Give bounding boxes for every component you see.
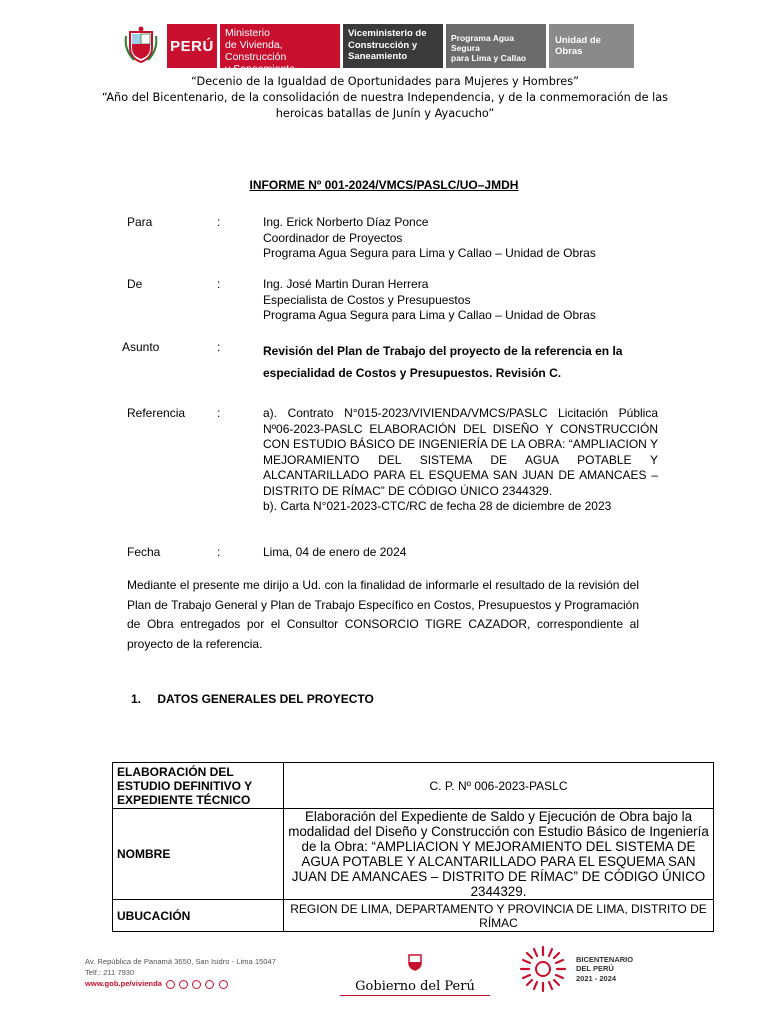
bicentenario-line: BICENTENARIO (576, 954, 634, 964)
section-title: DATOS GENERALES DEL PROYECTO (157, 692, 374, 706)
gobierno-underline (340, 995, 490, 996)
para-value (263, 215, 658, 262)
para-line: Ing. Erick Norberto Díaz Ponce (263, 215, 429, 229)
phone-text: Telf.: 211 7930 (85, 968, 135, 977)
body-paragraph: Mediante el presente me dirijo a Ud. con la finalidad de informarle el resultado de la revisión del Plan de Trabajo General y Plan de Trabajo Específico en Costos, Presupuestos y Programación de Obra entregados por el Consultor CONSORCIO TIGRE CAZADOR, correspondiente al proyecto de la referencia. (127, 578, 639, 651)
header-logo-strip (118, 24, 634, 75)
de-line: Ing. José Martin Duran Herrera (263, 277, 429, 291)
table-key: UBUCACIÓN (113, 900, 284, 932)
instagram-icon[interactable] (219, 980, 228, 989)
table-row (113, 763, 714, 809)
table-value: Elaboración del Expediente de Saldo y Ejecución de Obra bajo la modalidad del Diseño y Construcción con Estudio Básico de Ingeniería de la Obra: “AMPLIACION Y MEJORAMIENTO DEL SISTEMA DE AGUA POTABLE Y ALCANTARILLADO PARA EL ESQUEMA SAN JUAN DE AMANCAES – DISTRITO DE RÍMAC” DE CÓDIGO ÚNICO 2344329. (284, 809, 714, 900)
programa-line: Programa Agua Segura (451, 33, 514, 53)
footer-address (85, 956, 276, 989)
viceministerio-line: Saneamiento (348, 51, 408, 62)
coat-of-arms-small-icon (406, 952, 424, 972)
colon: : (217, 545, 221, 559)
colon: : (217, 277, 221, 291)
para-label: Para (127, 215, 153, 229)
table-value: REGION DE LIMA, DEPARTAMENTO Y PROVINCIA DE LIMA, DISTRITO DE RÍMAC (284, 900, 714, 932)
de-line: Especialista de Costos y Presupuestos (263, 292, 471, 307)
address-text: Av. República de Panamá 3650, San Isidro - Lima 15047 (85, 957, 276, 966)
mottos (80, 74, 690, 122)
de-line: Programa Agua Segura para Lima y Callao – Unidad de Obras (263, 308, 596, 322)
gobierno-text: Gobierno del Perú (355, 979, 475, 994)
fecha-value: Lima, 04 de enero de 2024 (263, 545, 407, 559)
bicentenario-logo (518, 944, 633, 994)
motto-line: heroicas batallas de Junín y Ayacucho” (275, 107, 495, 120)
flickr-icon[interactable] (205, 980, 214, 989)
referencia-label: Referencia (127, 406, 186, 420)
twitter-icon[interactable] (179, 980, 188, 989)
gobierno-logo (340, 952, 490, 996)
asunto-label: Asunto (122, 340, 160, 354)
project-data-table (112, 762, 714, 932)
viceministerio-logo (343, 24, 443, 68)
colon: : (217, 340, 221, 354)
ministerio-line: de Vivienda, Construcción (225, 39, 287, 63)
asunto-line: especialidad de Costos y Presupuestos. Revisión C. (263, 366, 562, 380)
ministerio-line: y Saneamiento (225, 63, 296, 75)
de-label: De (127, 277, 143, 291)
programa-line: para Lima y Callao (451, 53, 527, 63)
asunto-value (263, 340, 658, 384)
facebook-icon[interactable] (166, 980, 175, 989)
section-number: 1. (131, 692, 142, 706)
youtube-icon[interactable] (192, 980, 201, 989)
viceministerio-line: Viceministerio de (348, 28, 427, 39)
de-value (263, 277, 658, 324)
para-line: Programa Agua Segura para Lima y Callao – Unidad de Obras (263, 246, 596, 260)
bicentenario-line: DEL PERÚ (576, 964, 614, 974)
fecha-label: Fecha (127, 545, 161, 559)
table-row (113, 900, 714, 932)
table-key: ELABORACIÓN DEL ESTUDIO DEFINITIVO Y EXPEDIENTE TÉCNICO (113, 763, 284, 809)
colon: : (217, 406, 221, 420)
referencia-value (263, 406, 658, 515)
website-link[interactable]: www.gob.pe/vivienda (85, 979, 162, 988)
section-heading (131, 692, 374, 706)
bicentenario-line: 2021 - 2024 (576, 973, 617, 983)
programa-logo (446, 24, 546, 68)
bicentenario-emblem-icon (518, 944, 568, 994)
table-value: C. P. Nº 006-2023-PASLC (284, 763, 714, 809)
viceministerio-line: Construcción y (348, 39, 418, 51)
ministerio-logo (220, 24, 340, 75)
coat-of-arms-icon (118, 24, 164, 68)
unidad-obras-logo: Unidad de Obras (549, 24, 634, 68)
asunto-line: Revisión del Plan de Trabajo del proyecto de la referencia en la (263, 344, 623, 358)
para-line: Coordinador de Proyectos (263, 230, 403, 245)
colon: : (217, 215, 221, 229)
peru-logo: PERÚ (167, 24, 217, 68)
referencia-item-a: a). Contrato N°015-2023/VIVIENDA/VMCS/PASLC Licitación Pública Nº06-2023-PASLC ELABORACIÓN DEL DISEÑO Y CONSTRUCCIÓN CON ESTUDIO BÁSICO DE INGENIERÍA DE LA OBRA: “AMPLIACION Y MEJORAMIENTO DEL SISTEMA DE AGUA POTABLE Y ALCANTARILLADO PARA EL ESQUEMA SAN JUAN DE AMANCAES – DISTRITO DE RÍMAC” DE CÓDIGO ÚNICO 2344329. (263, 406, 658, 498)
table-row (113, 809, 714, 900)
referencia-item-b: b). Carta N°021-2023-CTC/RC de fecha 28 de diciembre de 2023 (263, 499, 612, 513)
motto-line: “Año del Bicentenario, de la consolidación de nuestra Independencia, y de la conmemoración de las (101, 91, 669, 104)
motto-line: “Decenio de la Igualdad de Oportunidades para Mujeres y Hombres” (191, 75, 579, 88)
report-title: INFORME Nº 001-2024/VMCS/PASLC/UO–JMDH (249, 178, 519, 192)
table-key: NOMBRE (113, 809, 284, 900)
bicentenario-text (576, 955, 633, 984)
ministerio-line: Ministerio (225, 27, 270, 39)
